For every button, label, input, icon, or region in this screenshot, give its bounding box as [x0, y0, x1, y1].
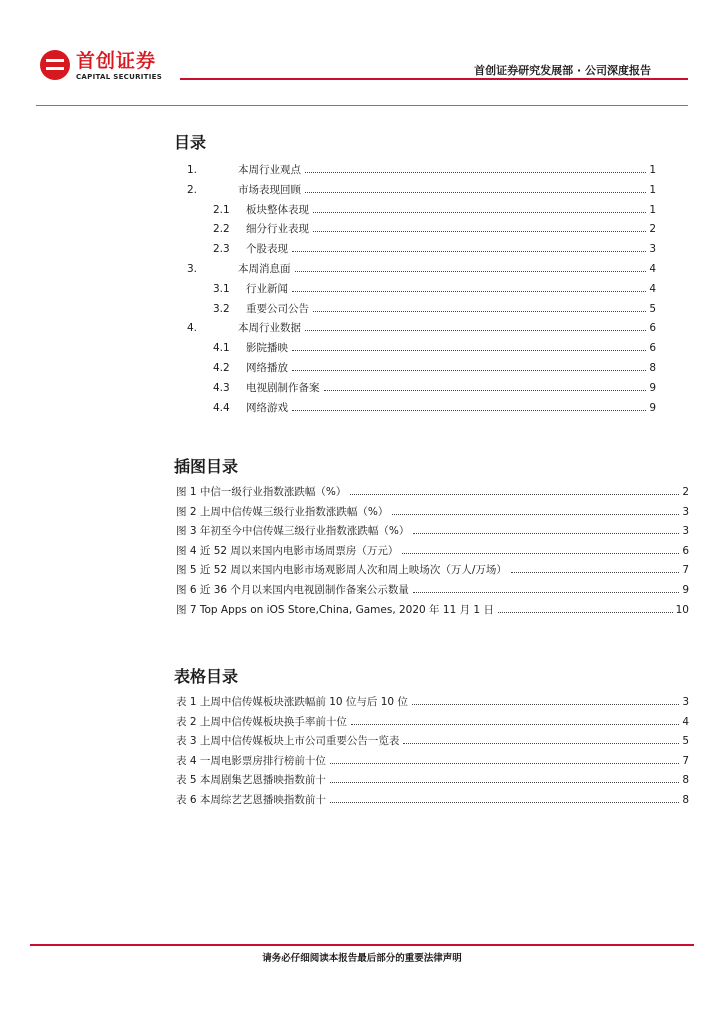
tables-heading: 表格目录	[174, 667, 239, 686]
entry-page-number: 6	[682, 544, 689, 557]
figure-entry[interactable]	[176, 563, 689, 577]
table-entry[interactable]	[176, 695, 689, 709]
figure-entry[interactable]	[176, 505, 689, 519]
entry-page-number: 6	[649, 322, 656, 335]
entry-label: 图 3 年初至今中信传媒三级行业指数涨跌幅（%）	[176, 525, 410, 538]
entry-page-number: 3	[682, 525, 689, 538]
entry-page-number: 4	[649, 263, 656, 275]
toc-entry[interactable]	[213, 242, 656, 256]
footer-divider	[30, 944, 694, 946]
entry-label: 细分行业表现	[246, 223, 309, 236]
entry-page-number: 3	[682, 696, 689, 708]
dot-leader	[305, 329, 646, 331]
entry-number: 4.	[187, 322, 198, 335]
entry-number: 4.1	[213, 342, 230, 355]
entry-label: 本周行业观点	[238, 164, 301, 176]
figure-entry[interactable]	[176, 524, 689, 538]
entry-label: 电视剧制作备案	[246, 381, 320, 394]
logo-mark-icon	[40, 50, 70, 80]
dot-leader	[330, 781, 679, 783]
entry-label: 表 3 上周中信传媒板块上市公司重要公告一览表	[176, 735, 400, 748]
entry-label: 重要公司公告	[246, 302, 309, 315]
entry-page-number: 3	[649, 243, 656, 256]
entry-label: 影院播映	[246, 342, 288, 355]
dot-leader	[292, 349, 646, 351]
dot-leader	[292, 290, 646, 292]
figures-heading: 插图目录	[174, 457, 239, 476]
header-title: 首创证券研究发展部 · 公司深度报告	[474, 64, 651, 77]
toc-entry[interactable]	[213, 222, 656, 236]
entry-label: 本周行业数据	[238, 322, 301, 335]
entry-page-number: 10	[675, 603, 689, 616]
figure-entry[interactable]	[176, 485, 689, 499]
entry-page-number: 1	[649, 203, 656, 216]
entry-number: 2.3	[213, 243, 230, 256]
footer-legal-notice: 请务必仔细阅读本报告最后部分的重要法律声明	[262, 953, 462, 964]
entry-label: 网络游戏	[246, 401, 288, 414]
dot-leader	[305, 191, 646, 193]
entry-page-number: 5	[649, 302, 656, 315]
entry-number: 3.1	[213, 282, 230, 295]
toc-entry[interactable]	[187, 163, 656, 177]
dot-leader	[292, 250, 646, 252]
entry-page-number: 5	[682, 735, 689, 748]
table-entry[interactable]	[176, 754, 689, 768]
figure-entry[interactable]	[176, 544, 689, 558]
dot-leader	[392, 513, 679, 515]
entry-page-number: 9	[649, 401, 656, 414]
dot-leader	[324, 389, 647, 391]
toc-entry[interactable]	[213, 302, 656, 316]
dot-leader	[413, 532, 679, 534]
toc-entry[interactable]	[213, 361, 656, 375]
table-entry[interactable]	[176, 715, 689, 729]
toc-entry[interactable]	[187, 183, 656, 197]
dot-leader	[403, 742, 679, 744]
entry-page-number: 8	[649, 362, 656, 374]
entry-number: 4.2	[213, 362, 230, 374]
dot-leader	[498, 611, 673, 613]
entry-number: 2.	[187, 183, 198, 196]
entry-page-number: 4	[649, 282, 656, 295]
logo-chinese-name: 首创证券	[76, 50, 157, 72]
dot-leader	[295, 270, 647, 272]
entry-label: 市场表现回顾	[238, 183, 301, 196]
figure-entry[interactable]	[176, 583, 689, 597]
entry-number: 3.	[187, 263, 198, 275]
entry-number: 4.4	[213, 401, 230, 414]
entry-number: 4.3	[213, 381, 230, 394]
entry-label: 表 4 一周电影票房排行榜前十位	[176, 754, 326, 767]
entry-page-number: 7	[682, 564, 689, 577]
entry-label: 表 1 上周中信传媒板块涨跌幅前 10 位与后 10 位	[176, 696, 408, 708]
dot-leader	[402, 552, 679, 554]
toc-heading: 目录	[174, 133, 207, 152]
entry-page-number: 2	[682, 486, 689, 498]
table-entry[interactable]	[176, 734, 689, 748]
dot-leader	[313, 230, 646, 232]
entry-page-number: 8	[682, 774, 689, 787]
entry-label: 网络播放	[246, 362, 288, 374]
dot-leader	[330, 762, 679, 764]
table-entry[interactable]	[176, 793, 689, 807]
dot-leader	[413, 591, 679, 593]
header-divider-red	[180, 78, 688, 80]
toc-entry[interactable]	[213, 381, 656, 395]
dot-leader	[313, 211, 646, 213]
entry-page-number: 7	[682, 754, 689, 767]
toc-entry[interactable]	[213, 401, 656, 415]
dot-leader	[351, 723, 679, 725]
toc-entry[interactable]	[213, 282, 656, 296]
entry-number: 3.2	[213, 302, 230, 315]
entry-page-number: 3	[682, 505, 689, 518]
dot-leader	[330, 801, 679, 803]
dot-leader	[292, 369, 646, 371]
entry-page-number: 1	[649, 164, 656, 176]
entry-number: 1.	[187, 164, 198, 176]
entry-label: 表 5 本周剧集艺恩播映指数前十	[176, 774, 326, 787]
entry-label: 图 5 近 52 周以来国内电影市场观影周人次和周上映场次（万人/万场）	[176, 564, 507, 577]
logo-english-name: CAPITAL SECURITIES	[76, 73, 163, 81]
entry-label: 图 2 上周中信传媒三级行业指数涨跌幅（%）	[176, 505, 389, 518]
entry-page-number: 1	[649, 183, 656, 196]
toc-entry[interactable]	[187, 262, 656, 276]
toc-entry[interactable]	[213, 203, 656, 217]
entry-number: 2.2	[213, 223, 230, 236]
entry-label: 图 6 近 36 个月以来国内电视剧制作备案公示数量	[176, 584, 409, 596]
entry-label: 图 4 近 52 周以来国内电影市场周票房（万元）	[176, 544, 399, 557]
entry-label: 图 7 Top Apps on iOS Store,China, Games, 2020 年 11 月 1 日	[176, 603, 494, 616]
entry-page-number: 9	[649, 381, 656, 394]
entry-page-number: 8	[682, 794, 689, 806]
toc-entry[interactable]	[213, 341, 656, 355]
entry-label: 表 2 上周中信传媒板块换手率前十位	[176, 715, 347, 728]
dot-leader	[305, 171, 646, 173]
entry-page-number: 4	[682, 715, 689, 728]
entry-label: 本周消息面	[238, 263, 291, 275]
entry-label: 表 6 本周综艺艺恩播映指数前十	[176, 794, 326, 806]
table-entry[interactable]	[176, 773, 689, 787]
dot-leader	[313, 310, 646, 312]
dot-leader	[412, 703, 679, 705]
entry-label: 图 1 中信一级行业指数涨跌幅（%）	[176, 486, 347, 498]
entry-label: 板块整体表现	[246, 203, 309, 216]
figure-entry[interactable]	[176, 603, 689, 617]
dot-leader	[292, 409, 646, 411]
dot-leader	[511, 571, 679, 573]
entry-number: 2.1	[213, 203, 230, 216]
company-logo	[40, 50, 180, 84]
toc-entry[interactable]	[187, 321, 656, 335]
dot-leader	[350, 493, 679, 495]
entry-label: 个股表现	[246, 243, 288, 256]
entry-page-number: 9	[682, 584, 689, 596]
header-divider	[36, 105, 688, 106]
entry-label: 行业新闻	[246, 282, 288, 295]
entry-page-number: 2	[649, 223, 656, 236]
entry-page-number: 6	[649, 342, 656, 355]
